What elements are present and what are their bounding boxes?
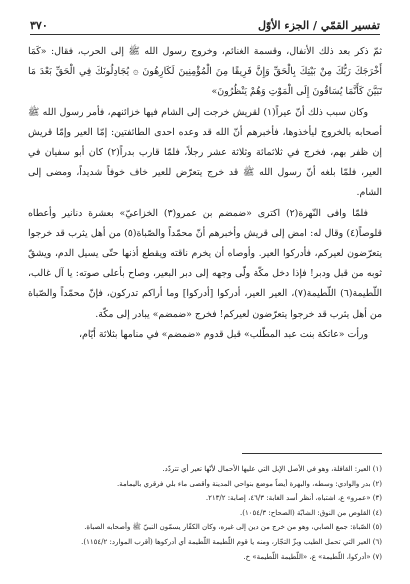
paragraph-3: فلمّا وافى النّهرة(٢) اكترى «ضمضم بن عمرو(٣) الخزاعيّ» بعشرة دنانير وأعطاه قلوصاً(٤) وقال له: امض إلى قريش وأخبرهم أنّ محمّداً والصّباة(٥) من أهل يثرب قد خرجوا يتعرّضون لعيركم، فأدركوا العير. وأوصاه أن يخرم ناقته ويقطع أذنها حتّى يسيل الدم، ويشقّ ثوبه من قبل ودبر! فإذا دخل مكّة ولّى وجهه إلى دبر البعير، وصاح بأعلى صوته: يا آل غالب، اللّطيمة(٦) اللّطيمة(٧)، العير العير، أدركوا [أدركوا] وما أراكم تدركون، فإنّ محمّداً والصّباة من أهل يثرب قد خرجوا يتعرّضون لعيركم! فخرج «ضمضم» يبادر إلى مكّة. [28,207,383,320]
footnote: (٧) «أدركوا، اللّطيمة» ع، «اللّطيمة اللّطيمة» خ. [243,552,382,561]
footnote: (٣) «عمرو» ع، اشتباه، أنظر أسد الغابة: ٤٦/٣، إصابة: ٢١٣/٢. [205,494,382,503]
paragraph-2: وكان سبب ذلك أنّ عيراً(١) لقريش خرجت إلى الشام فيها خزائنهم، فأمر رسول الله ﷺ أصحابه بالخروج ليأخذوها، فأخبرهم أنّ الله قد وعده احدى الطائفتين: إمّا العير وإمّا قريش إن ظفر بهم، فخرج في ثلاثمائة وثلاثة عشر رجلاً، فلمّا قارب بدراً(٢) كان أبو سفيان في العير، فلمّا بلغه أنّ رسول الله ﷺ قد خرج يتعرّض للعير خاف خوفاً شديداً، ومضى إلى الشام. [28,106,382,199]
page-number: ٣٧٠ [30,19,48,32]
footnotes [28,462,382,564]
header-rule [30,34,380,35]
footnote: (٤) القلوص من النوق: الشابّة (الصحاح: ١٠٥٤/٣). [240,508,382,517]
paragraph-4: ورأت «عاتكة بنت عبد المطّلب» قبل قدوم «ضمضم» في منامها بثلاثة أيّام، [78,328,368,340]
page-header [30,14,380,32]
footnote-rule [242,453,382,454]
footnote: (٦) العير التي تحمل الطيب وبزّ التجّار، ومنه يا قوم اللّطيمة اللّطيمة أي أدركوها (أقرب الموارد: ١١٥٤/٢). [81,537,382,546]
paragraph-1: ثمّ ذكر بعد ذلك الأنفال، وقسمة الغنائم، وخروج رسول الله ﷺ إلى الحرب، فقال: «كَمَا أَخْرَجَكَ رَبُّكَ مِنْ بَيْتِكَ بِالْحَقِّ وَإِنَّ فَرِيقًا مِنَ الْمُؤْمِنِينَ لَكَارِهُونَ ۞ يُجَادِلُونَكَ فِي الْحَقِّ بَعْدَ مَا تَبَيَّنَ كَأَنَّمَا يُسَاقُونَ إِلَى الْمَوْتِ وَهُمْ يَنْظُرُونَ» [28,46,382,98]
footnote: (٥) الصّباة: جمع الصابي، وهو من خرج من دين إلى غيره، وكان الكفّار يسمّون النبيّ ﷺ وأصحابه الصباة. [84,523,382,532]
footnote: (١) العير: القافلة، وهو في الأصل الإبل التي عليها الأحمال لأنّها تعير أي تتردّد. [162,465,382,473]
footnote: (٢) بدر والوادي: وسطه، والبهرة أيضاً موضع بنواحي المدينة وأقصى ماء بلي فرقري باليمامة. [117,479,382,488]
running-title: تفسير القمّي / الجزء الأوّل [257,19,380,32]
main-text [28,42,382,345]
